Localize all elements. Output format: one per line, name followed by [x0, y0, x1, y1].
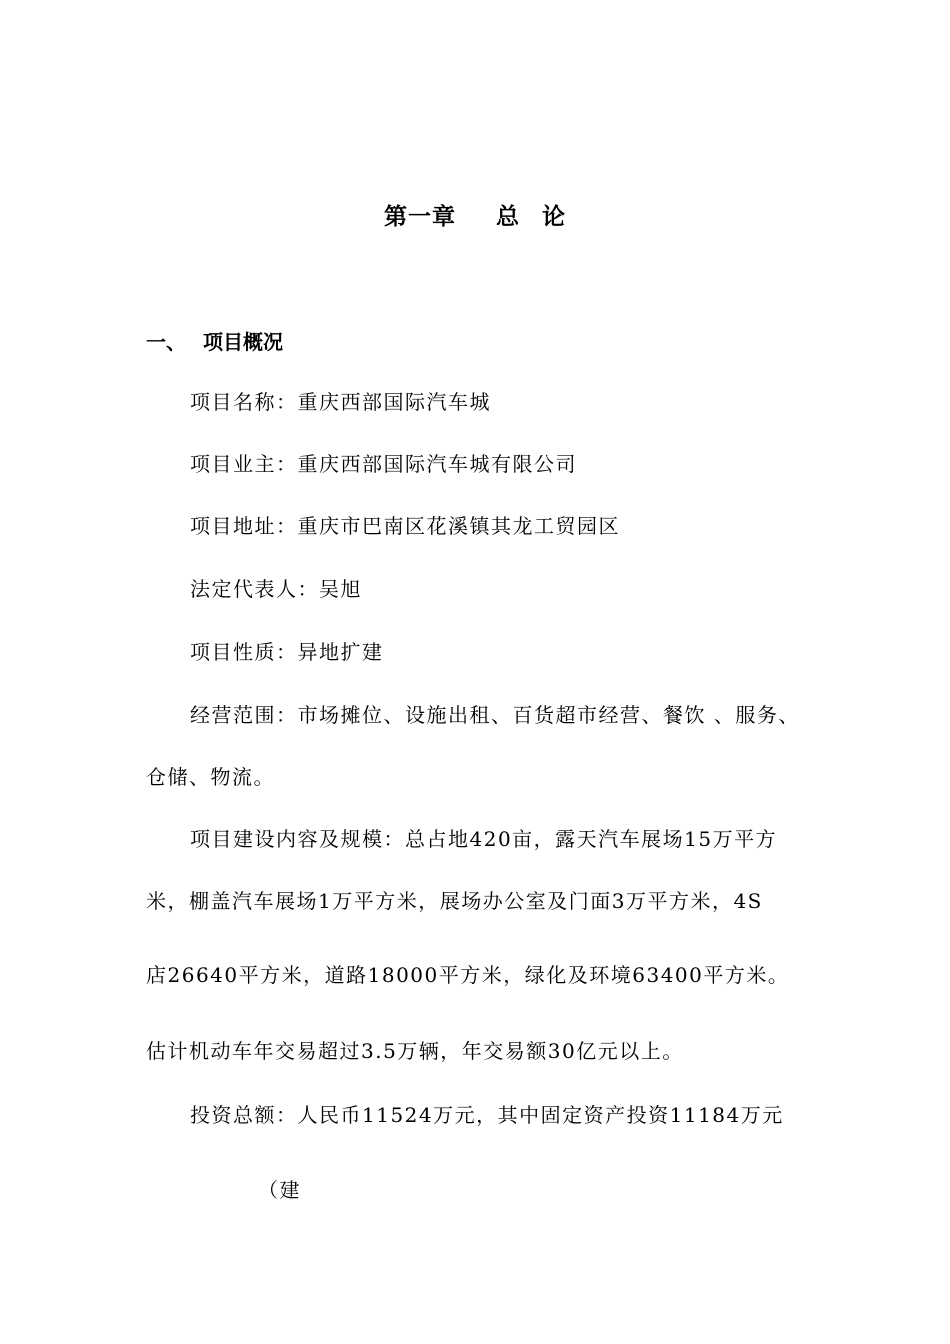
- project-address-line: 项目地址：重庆市巴南区花溪镇其龙工贸园区: [190, 514, 620, 538]
- chapter-title: [0, 198, 950, 231]
- business-scope-line: 经营范围：市场摊位、设施出租、百货超市经营、餐饮 、服务、: [190, 703, 800, 727]
- chapter-label: 第一章: [384, 204, 456, 230]
- section-number: 一、: [146, 330, 186, 354]
- total-investment-line: 投资总额：人民币11524万元，其中固定资产投资11184万元: [190, 1103, 784, 1127]
- transaction-estimate-line: 估计机动车年交易超过3.5万辆，年交易额30亿元以上。: [146, 1039, 684, 1063]
- section-title: 项目概况: [203, 330, 283, 354]
- total-investment-continuation: （建: [258, 1178, 301, 1202]
- project-owner-line: 项目业主：重庆西部国际汽车城有限公司: [190, 452, 577, 476]
- construction-scale-line: 项目建设内容及规模：总占地420亩，露天汽车展场15万平方: [190, 827, 778, 851]
- construction-scale-line-2: 米，棚盖汽车展场1万平方米，展场办公室及门面3万平方米，4S: [146, 889, 763, 913]
- project-name-line: 项目名称：重庆西部国际汽车城: [190, 390, 491, 414]
- section-heading: [146, 326, 283, 355]
- project-nature-line: 项目性质：异地扩建: [190, 640, 384, 664]
- business-scope-continuation: 仓储、物流。: [146, 765, 275, 789]
- chapter-title-char-1: 总: [496, 204, 520, 230]
- legal-representative-line: 法定代表人：吴旭: [190, 577, 362, 601]
- chapter-title-char-2: 论: [542, 204, 566, 230]
- construction-scale-line-3: 店26640平方米，道路18000平方米，绿化及环境63400平方米。: [146, 963, 790, 987]
